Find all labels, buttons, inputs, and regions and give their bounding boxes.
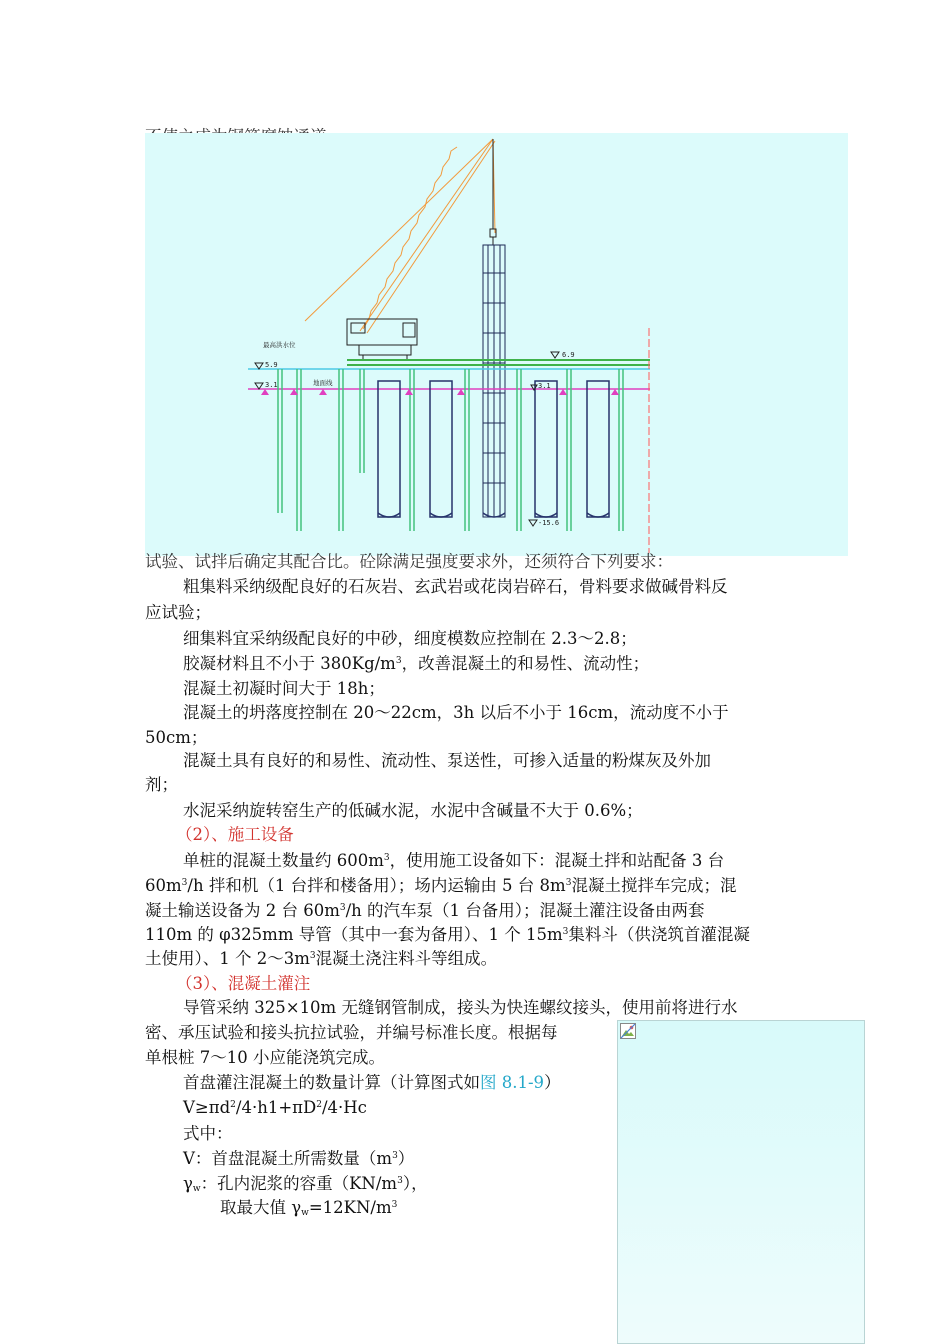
var-gamma: $\gamma_w$：孔内泥浆的容重$(KN/m^3)$，	[183, 1174, 428, 1194]
p2: 细集料宜采纳级配良好的中砂，细度模数应控制在 2.3～2.8；	[183, 629, 637, 648]
heading-equipment: （2）、施工设备	[176, 825, 294, 844]
water-level-value: 5.9	[265, 361, 278, 369]
construction-drawing	[145, 133, 848, 556]
p5b: 50cm；	[145, 728, 208, 747]
e5: 土使用）、1 个 $2\sim 3m^3$混凝土浇注料斗等组成。	[145, 949, 498, 968]
flood-level-label: 最高洪水位	[263, 341, 296, 349]
c4: 首盘灌注混凝土的数量计算（计算图式如图 8.1-9）	[183, 1073, 561, 1092]
c3: 单根桩 7～10 小应能浇筑完成。	[145, 1048, 385, 1067]
broken-image-icon	[620, 1023, 636, 1039]
gamma-max: 取最大值 $\gamma_w=12KN/m^3$	[220, 1198, 398, 1218]
p6b: 剂；	[145, 775, 178, 794]
formula-where: 式中：	[183, 1124, 233, 1143]
ground-left-value: 3.1	[265, 381, 278, 389]
figure-link[interactable]: 图 8.1-9	[480, 1073, 545, 1092]
ground-label: 地面线	[313, 379, 333, 387]
p3: 胶凝材料且不小于 $380Kg/m^3$，改善混凝土的和易性、流动性；	[183, 654, 650, 673]
c2: 密、承压试验和接头抗拉试验，并编号标准长度。根据每	[145, 1023, 558, 1042]
ground-right-value: 3.1	[538, 382, 551, 390]
var-v: V：首盘混凝土所需数量$(m^3)$	[183, 1149, 415, 1168]
rebar-cage	[483, 245, 505, 517]
p7: 水泥采纳旋转窑生产的低碱水泥，水泥中含碱量不大于 0.6%；	[183, 801, 643, 820]
p1b: 应试验；	[145, 603, 211, 622]
steel-piles	[278, 369, 623, 531]
heading-pouring: （3）、混凝土灌注	[176, 974, 311, 993]
deck-level-value: 6.9	[562, 351, 575, 359]
e3: 凝土输送设备为 2 台 $60m^3/h$ 的汽车泵（1 台备用）；混凝土灌注设备由两套	[145, 901, 705, 920]
crane-body	[347, 319, 417, 359]
p4: 混凝土初凝时间大于 18h；	[183, 679, 385, 698]
cut-line: 试验、试拌后确定其配合比。砼除满足强度要求外，还须符合下列要求：	[145, 552, 673, 571]
crane	[305, 139, 495, 333]
e2: $60m^3/h$ 拌和机（1 台拌和楼备用）；场内运输由 5 台 $8m^3$混凝土搅拌车完成；混	[145, 876, 737, 895]
e4: 110m 的 φ325mm 导管（其中一套为备用）、1 个 $15m^3$集料斗（供浇筑首灌混凝	[145, 925, 750, 944]
formula: $V\ge\pi d^2/4\cdot h1+\pi D^2/4\cdot Hc$	[183, 1098, 367, 1117]
e1: 单桩的混凝土数量约 $600m^3$，使用施工设备如下：混凝土拌和站配备 3 台	[183, 851, 725, 870]
p6a: 混凝土具有良好的和易性、流动性、泵送性，可掺入适量的粉煤灰及外加	[183, 751, 711, 770]
bottom-level-value: -15.6	[538, 519, 560, 527]
figure-image-placeholder	[617, 1020, 865, 1344]
c1: 导管采纳 325×10m 无缝钢管制成，接头为快连螺纹接头，使用前将进行水	[183, 998, 738, 1017]
p5a: 混凝土的坍落度控制在 20～22cm，3h 以后不小于 16cm，流动度不小于	[183, 703, 729, 722]
p1a: 粗集料采纳级配良好的石灰岩、玄武岩或花岗岩碎石，骨料要求做碱骨料反	[183, 577, 728, 596]
